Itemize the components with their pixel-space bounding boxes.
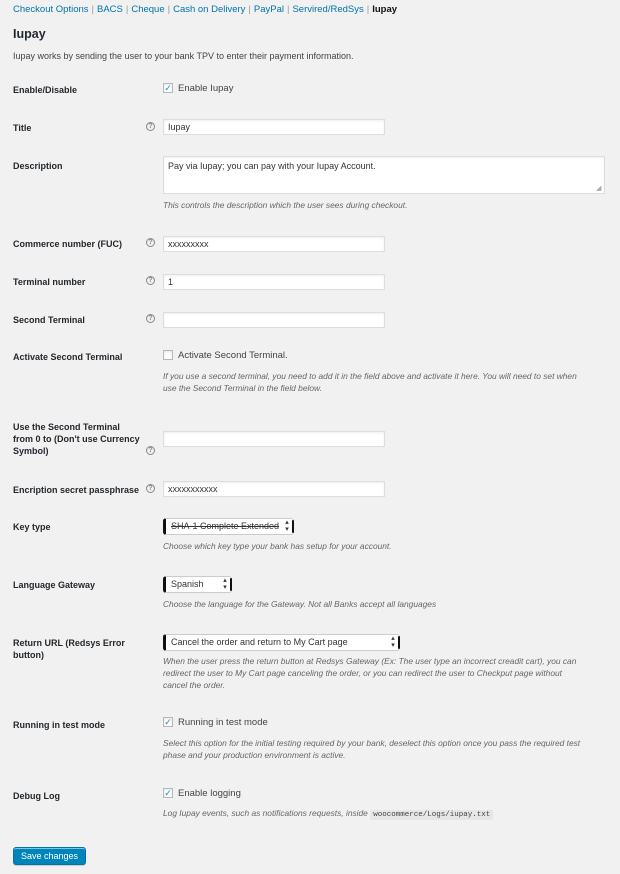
debug-log-checkbox[interactable] [163,788,173,798]
return-url-label-line: Return URL (Redsys Error [13,638,125,648]
description-textarea[interactable] [163,156,605,194]
checkmark-icon: ✓ [164,83,172,93]
use-second-label-line: Symbol) [13,446,49,456]
commerce-label: Commerce number (FUC) [13,239,123,249]
subnav-paypal[interactable]: PayPal [253,4,284,15]
page-intro: Iupay works by sending the user to your bank TPV to enter their payment information. [13,51,354,61]
resize-grip-icon[interactable]: ◢ [596,185,602,192]
debug-log-help [163,807,493,821]
language-label: Language Gateway [13,580,96,590]
select-edge [230,578,232,591]
return-url-help-line: redirect the user to My Cart page canceling the order, or you can redirect the user to Checkput page without [163,668,562,678]
activate-second-help-line: If you use a second terminal, you need to add it in the field above and activate it here. You will need to set when [163,371,577,381]
select-arrows-icon: ▴ ▾ [223,577,227,591]
title-label: Title [13,123,32,133]
subnav-checkout-options[interactable]: Checkout Options [13,4,89,15]
return-url-select[interactable] [163,634,400,651]
language-selected: Spanish [171,579,204,589]
subnav-servired-redsys[interactable]: Servired/RedSys [292,4,364,15]
activate-second-help-line: use the Second Terminal in the field below. [163,383,322,393]
subnav-bacs[interactable]: BACS [96,4,123,15]
test-mode-help-line: phase and your production environment is active. [163,750,346,760]
commerce-input[interactable]: xxxxxxxxx [163,236,385,252]
subnav-separator: | [287,4,290,15]
key-type-select[interactable] [163,518,294,535]
select-arrows-icon: ▴ ▾ [391,635,395,649]
subnav-iupay-current: Iupay [372,4,398,15]
test-mode-checkbox[interactable] [163,717,173,727]
enable-checkbox-label[interactable]: Enable Iupay [178,83,234,94]
help-icon[interactable]: ? [146,276,155,285]
test-mode-checkbox-label[interactable]: Running in test mode [178,717,268,728]
return-url-help [163,655,576,691]
use-second-label-line: from 0 to (Don't use Currency [13,434,140,444]
select-edge [398,636,400,649]
debug-log-label: Debug Log [13,791,60,801]
description-label: Description [13,161,63,171]
subnav-separator: | [248,4,251,15]
test-mode-help-line: Select this option for the initial testing required by your bank, deselect this option once you pass the required test [163,738,581,748]
subnav-cheque[interactable]: Cheque [131,4,165,15]
help-icon[interactable]: ? [146,238,155,247]
return-url-label-line: button) [13,650,44,660]
description-help: This controls the description which the user sees during checkout. [163,200,408,210]
terminal-input[interactable]: 1 [163,274,385,290]
enable-checkbox[interactable] [163,83,173,93]
return-url-label [13,637,125,661]
help-icon[interactable]: ? [146,314,155,323]
test-mode-label: Running in test mode [13,720,105,730]
return-url-help-line: When the user press the return button at Redsys Gateway (Ex: The user type an incorrect creadit cart), you can [163,656,577,666]
subnav-separator: | [125,4,129,15]
checkmark-icon: ✓ [164,788,172,798]
help-icon[interactable]: ? [146,122,155,131]
activate-second-help [163,370,577,394]
description-value: Pay via Iupay; you can pay with your Iupay Account. [168,161,376,171]
title-input[interactable]: Iupay [163,119,385,135]
second-terminal-input[interactable] [163,312,385,328]
language-select[interactable] [163,576,232,593]
return-url-help-line: cancel the order. [163,680,226,690]
use-second-label [13,421,140,457]
passphrase-input[interactable]: xxxxxxxxxxx [163,481,385,497]
test-mode-help [163,737,580,761]
help-icon[interactable]: ? [146,446,155,455]
select-edge [292,520,294,533]
use-second-input[interactable] [163,431,385,447]
debug-log-checkbox-label[interactable]: Enable logging [178,788,241,799]
passphrase-label: Encription secret passphrase [13,485,140,495]
terminal-label: Terminal number [13,277,86,287]
second-terminal-label: Second Terminal [13,315,85,325]
subnav-separator: | [366,4,370,15]
checkmark-icon: ✓ [164,717,172,727]
key-type-selected: SHA-1 Complete Extended [171,521,280,531]
key-type-help: Choose which key type your bank has setup for your account. [163,541,392,551]
return-url-selected: Cancel the order and return to My Cart page [171,637,348,647]
key-type-label: Key type [13,522,51,532]
page-title: Iupay [13,27,46,41]
debug-log-path: woocommerce/Logs/iupay.txt [370,810,493,820]
help-icon[interactable]: ? [146,484,155,493]
activate-second-checkbox[interactable] [163,350,173,360]
debug-log-help-text: Log Iupay events, such as notifications requests, inside [163,808,368,818]
activate-second-checkbox-label[interactable]: Activate Second Terminal. [178,350,288,361]
use-second-label-line: Use the Second Terminal [13,422,120,432]
language-help: Choose the language for the Gateway. Not all Banks accept all languages [163,599,437,609]
select-arrows-icon: ▴ ▾ [285,519,289,533]
enable-label: Enable/Disable [13,85,78,95]
activate-second-label: Activate Second Terminal [13,352,123,362]
save-changes-button[interactable]: Save changes [13,847,86,865]
subnav-separator: | [91,4,94,15]
subnav-separator: | [167,4,171,15]
section-subnav [13,4,397,15]
subnav-cash-on-delivery[interactable]: Cash on Delivery [173,4,246,15]
